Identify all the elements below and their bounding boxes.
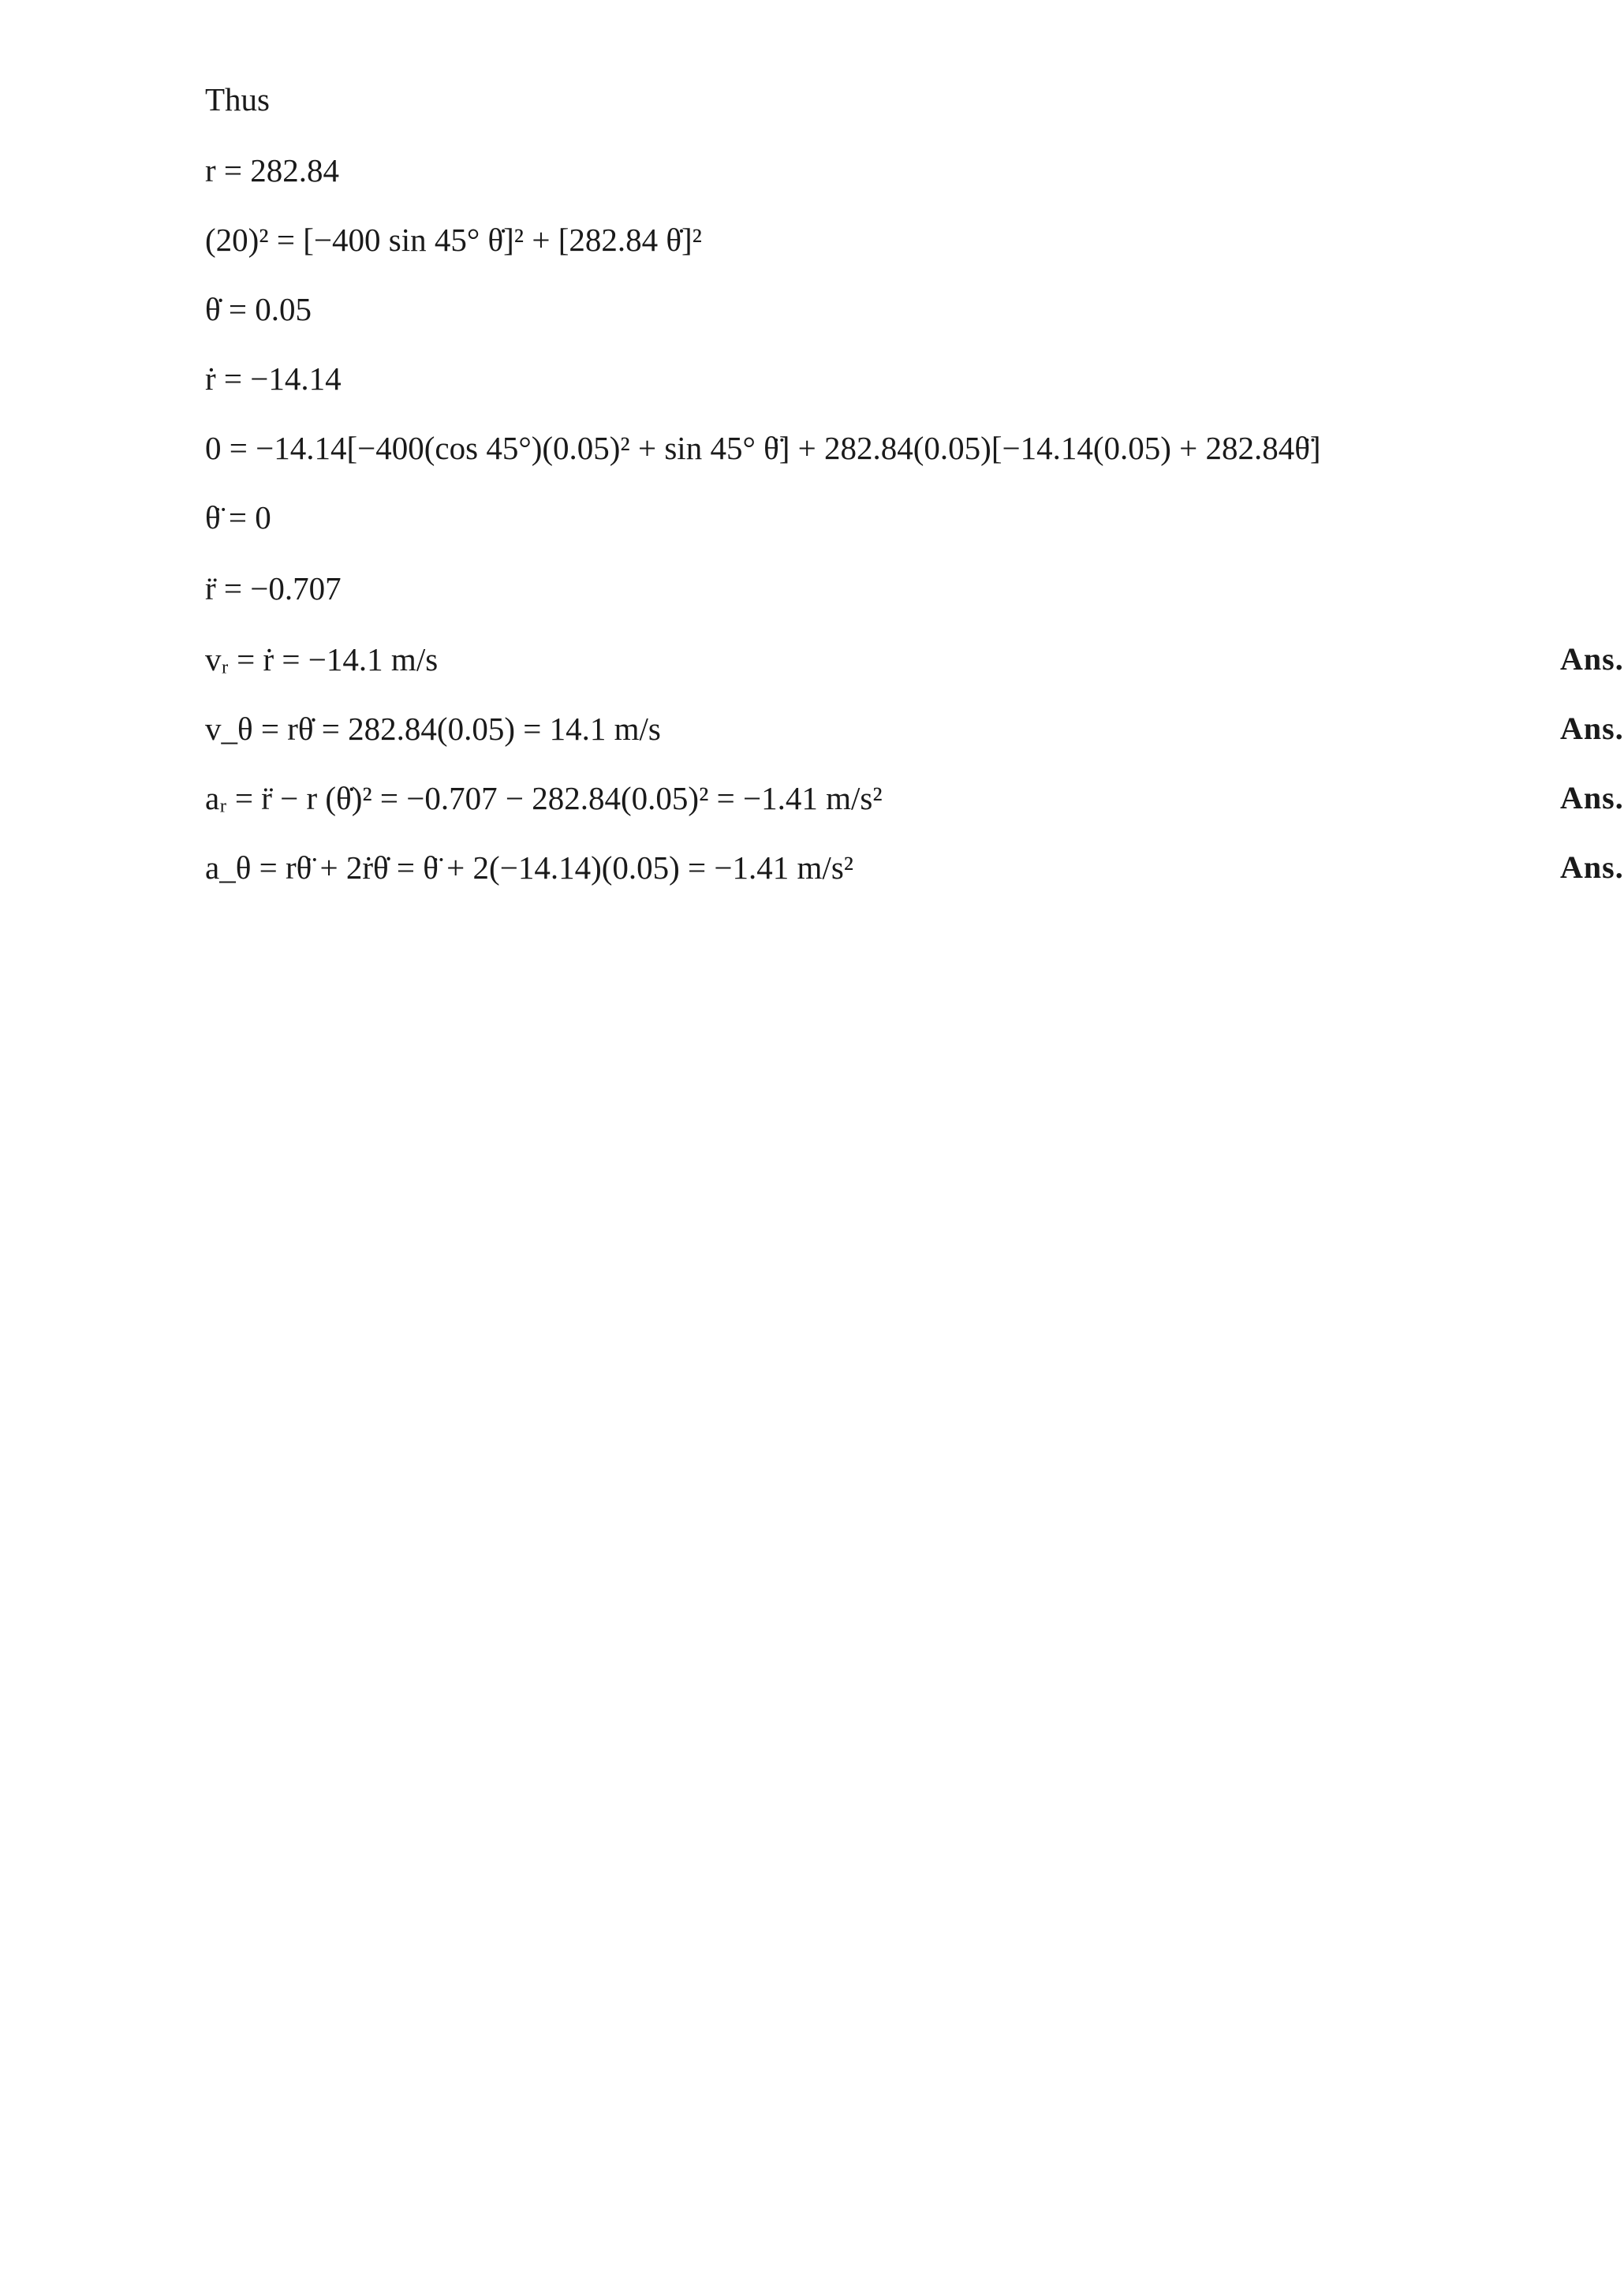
equation-text: 0 = −14.14[−400(cos 45°)(0.05)² + sin 45° θ̈] + 282.84(0.05)[−14.14(0.05) + 282.84θ̈]: [205, 430, 1321, 466]
answer-label: Ans.: [1560, 641, 1624, 677]
equation-text: r = 282.84: [205, 152, 340, 188]
equation-text: aᵣ = r̈ − r (θ̇)² = −0.707 − 282.84(0.05)² = −1.41 m/s²: [205, 780, 883, 816]
equation-text: r̈ = −0.707: [205, 570, 342, 606]
equation-speed: [205, 216, 1615, 263]
answer-vtheta: [205, 705, 1624, 752]
equation-theta-dot: [205, 286, 1615, 333]
answer-label: Ans.: [1560, 711, 1624, 746]
equation-text: vᵣ = ṙ = −14.1 m/s: [205, 641, 439, 677]
equation-text: θ̇ = 0.05: [205, 291, 312, 327]
equation-text: (20)² = [−400 sin 45° θ̇]² + [282.84 θ̇]²: [205, 222, 702, 258]
answer-label: Ans.: [1560, 780, 1624, 815]
answer-ar: [205, 774, 1624, 822]
intro-line: [205, 76, 1615, 123]
equation-r-dot: [205, 355, 1615, 402]
equation-text: θ̈ = 0: [205, 499, 271, 536]
equation-r-ddot: [205, 565, 1615, 612]
equation-text: v_θ = rθ̇ = 282.84(0.05) = 14.1 m/s: [205, 711, 661, 747]
equation-theta-ddot: [205, 494, 1615, 541]
equation-acceleration: [205, 424, 1615, 472]
answer-vr: [205, 636, 1624, 683]
answer-label: Ans.: [1560, 849, 1624, 885]
answer-atheta: [205, 844, 1624, 891]
equation-text: ṙ = −14.14: [205, 360, 342, 397]
equation-text: a_θ = rθ̈ + 2ṙθ̇ = θ̈ + 2(−14.14)(0.05) = −1.41 m/s²: [205, 849, 854, 886]
line-text: Thus: [205, 81, 270, 118]
equation-r: [205, 147, 1615, 194]
